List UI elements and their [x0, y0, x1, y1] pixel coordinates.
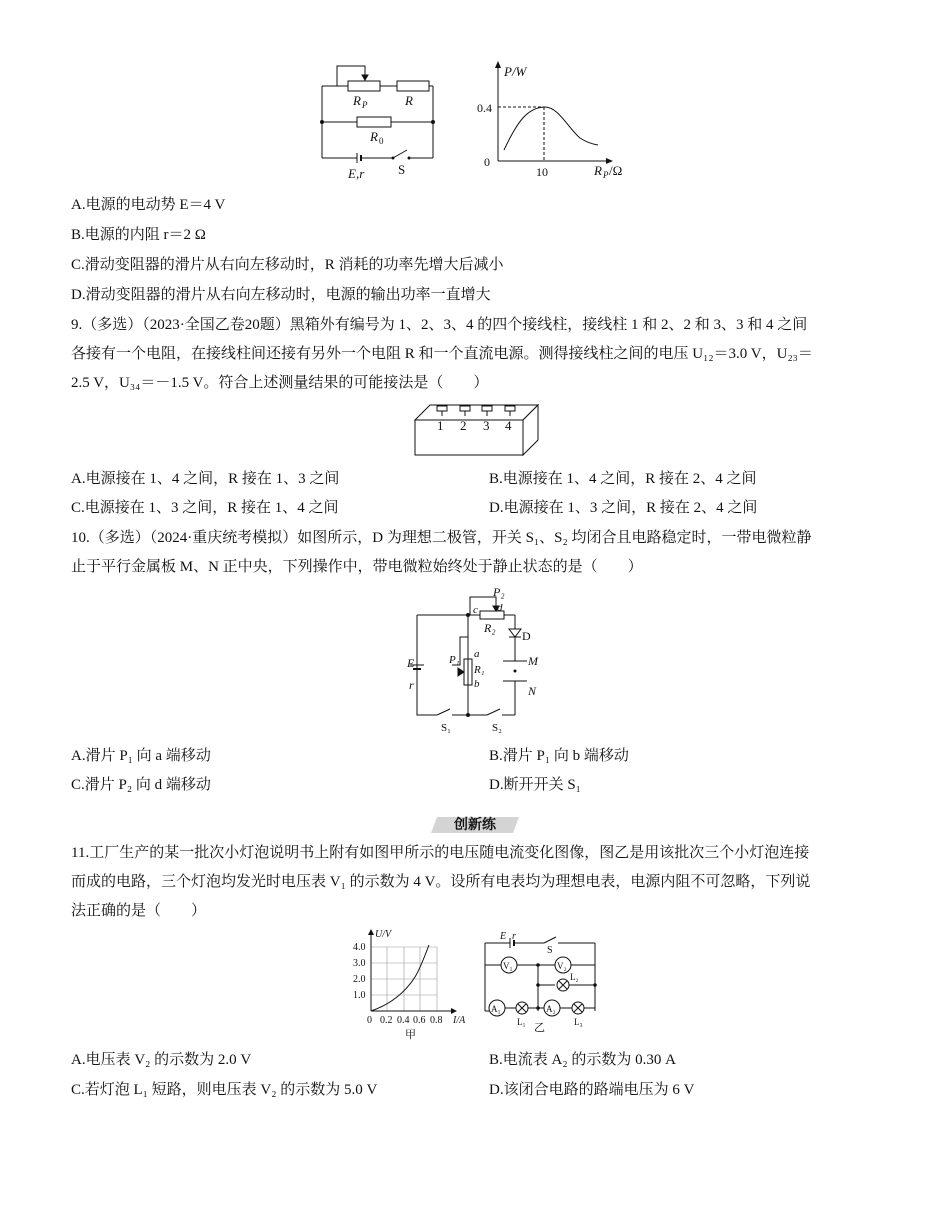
- svg-text:L₁: L₁: [517, 1017, 526, 1027]
- q11-circuit-figure: [480, 925, 605, 1035]
- svg-text:2.0: 2.0: [353, 974, 366, 985]
- svg-text:U/V: U/V: [375, 929, 392, 940]
- q8-option-a: A.电源的电动势 E＝4 V: [71, 197, 226, 213]
- terminal-4: 4: [505, 418, 512, 433]
- svg-text:L₂: L₂: [570, 972, 579, 982]
- q8-option-c: C.滑动变阻器的滑片从右向左移动时，R 消耗的功率先增大后减小: [71, 257, 504, 273]
- q9-option-d: D.电源接在 1、3 之间，R 接在 2、4 之间: [489, 500, 758, 516]
- svg-text:R: R: [594, 163, 602, 178]
- r0-label: R: [370, 129, 378, 144]
- graph-ylabel: P/W: [504, 64, 527, 79]
- svg-text:R₁: R₁: [474, 664, 485, 676]
- svg-text:A₂: A₂: [546, 1004, 556, 1014]
- terminal-3: 3: [483, 418, 490, 433]
- q8-option-d: D.滑动变阻器的滑片从右向左移动时，电源的输出功率一直增大: [71, 287, 491, 303]
- svg-text:10: 10: [536, 165, 548, 179]
- section-banner: [431, 815, 519, 835]
- q8-circuit-figure: [315, 58, 445, 188]
- q11-stem-line2: 而成的电路，三个灯泡均发光时电压表 V₁ 的示数为 4 V。设所有电表均为理想电表，电源内阻不可忽略，下列说: [71, 874, 811, 890]
- q10-option-c: C.滑片 P₂ 向 d 端移动: [71, 777, 211, 793]
- q9-black-box: [410, 400, 545, 460]
- svg-text:0.4: 0.4: [397, 1015, 410, 1026]
- svg-text:P₁: P₁: [449, 654, 460, 666]
- svg-text:P₂: P₂: [493, 585, 505, 599]
- svg-text:r: r: [512, 931, 516, 942]
- svg-text:S₂: S₂: [492, 722, 502, 734]
- svg-text:r: r: [409, 678, 414, 692]
- svg-text:4.0: 4.0: [353, 942, 366, 953]
- svg-text:P: P: [362, 100, 368, 110]
- q9-stem-line3: 2.5 V，U₃₄＝－1.5 V。符合上述测量结果的可能接法是（ ）: [71, 375, 489, 391]
- svg-text:0: 0: [367, 1015, 372, 1026]
- q9-option-a: A.电源接在 1、4 之间，R 接在 1、3 之间: [71, 471, 340, 487]
- svg-text:甲: 甲: [405, 1029, 416, 1041]
- q11-ui-graph: [345, 925, 480, 1045]
- q9-stem-line1: 9.（多选）（2023·全国乙卷20题）黑箱外有编号为 1、2、3、4 的四个接线柱，接线柱 1 和 2、2 和 3、3 和 4 之间: [71, 317, 808, 333]
- svg-text:L₃: L₃: [574, 1017, 583, 1027]
- svg-text:a: a: [474, 648, 480, 660]
- q11-option-c: C.若灯泡 L₁ 短路，则电压表 V₂ 的示数为 5.0 V: [71, 1082, 378, 1098]
- svg-text:V₂: V₂: [557, 961, 567, 971]
- rp-label: R: [353, 93, 361, 108]
- r-label: R: [405, 93, 413, 108]
- q8-option-b: B.电源的内阻 r＝2 Ω: [71, 227, 206, 243]
- svg-text:0.2: 0.2: [380, 1015, 393, 1026]
- q11-option-d: D.该闭合电路的路端电压为 6 V: [489, 1082, 695, 1098]
- svg-text:d: d: [497, 602, 503, 614]
- svg-text:V₁: V₁: [503, 961, 513, 971]
- q8-power-graph: [470, 58, 635, 183]
- er-label: E,r: [348, 166, 365, 181]
- s-label: S: [398, 162, 406, 177]
- svg-text:M: M: [528, 654, 538, 668]
- q10-option-a: A.滑片 P₁ 向 a 端移动: [71, 748, 211, 764]
- q11-option-a: A.电压表 V₂ 的示数为 2.0 V: [71, 1052, 252, 1068]
- q9-option-c: C.电源接在 1、3 之间，R 接在 1、4 之间: [71, 500, 339, 516]
- svg-text:D: D: [522, 629, 531, 643]
- q11-stem-line1: 11.工厂生产的某一批次小灯泡说明书上附有如图甲所示的电压随电流变化图像，图乙是用该批次三个小灯泡连接: [71, 845, 810, 861]
- svg-text:E: E: [407, 656, 415, 670]
- q11-stem-line3: 法正确的是（ ）: [71, 903, 207, 919]
- q11-option-b: B.电流表 A₂ 的示数为 0.30 A: [489, 1052, 676, 1068]
- svg-text:b: b: [474, 678, 480, 690]
- svg-text:0: 0: [484, 155, 490, 169]
- q10-option-b: B.滑片 P₁ 向 b 端移动: [489, 748, 629, 764]
- svg-text:0.8: 0.8: [430, 1015, 443, 1026]
- svg-text:0.4: 0.4: [477, 101, 492, 115]
- q9-option-b: B.电源接在 1、4 之间，R 接在 2、4 之间: [489, 471, 757, 487]
- q10-stem-line1: 10.（多选）（2024·重庆统考模拟）如图所示，D 为理想二极管，开关 S₁、S₂ 均闭合且电路稳定时，一带电微粒静: [71, 530, 812, 546]
- svg-text:0: 0: [379, 136, 384, 146]
- svg-text:R₂: R₂: [484, 621, 496, 635]
- q9-stem-line2: 各接有一个电阻，在接线柱间还接有另外一个电阻 R 和一个直流电源。测得接线柱之间的电压 U₁₂＝3.0 V，U₂₃＝: [71, 346, 813, 362]
- terminal-2: 2: [460, 418, 467, 433]
- svg-text:P: P: [603, 170, 609, 180]
- q10-stem-line2: 止于平行金属板 M、N 正中央，下列操作中，带电微粒始终处于静止状态的是（ ）: [71, 559, 643, 575]
- svg-text:3.0: 3.0: [353, 958, 366, 969]
- q10-circuit-figure: [400, 585, 550, 740]
- svg-text:0.6: 0.6: [413, 1015, 426, 1026]
- svg-text:N: N: [528, 684, 537, 698]
- svg-text:E: E: [500, 931, 507, 942]
- svg-text:S: S: [547, 945, 553, 956]
- svg-text:1.0: 1.0: [353, 990, 366, 1001]
- section-title: 创新练: [454, 817, 496, 833]
- svg-text:A₁: A₁: [491, 1004, 501, 1014]
- svg-text:I/A: I/A: [453, 1015, 466, 1026]
- terminal-1: 1: [437, 418, 444, 433]
- q10-option-d: D.断开开关 S₁: [489, 777, 581, 793]
- svg-text:S₁: S₁: [441, 722, 451, 734]
- svg-text:c: c: [473, 604, 478, 616]
- svg-text:/Ω: /Ω: [609, 163, 623, 178]
- svg-text:乙: 乙: [534, 1022, 545, 1034]
